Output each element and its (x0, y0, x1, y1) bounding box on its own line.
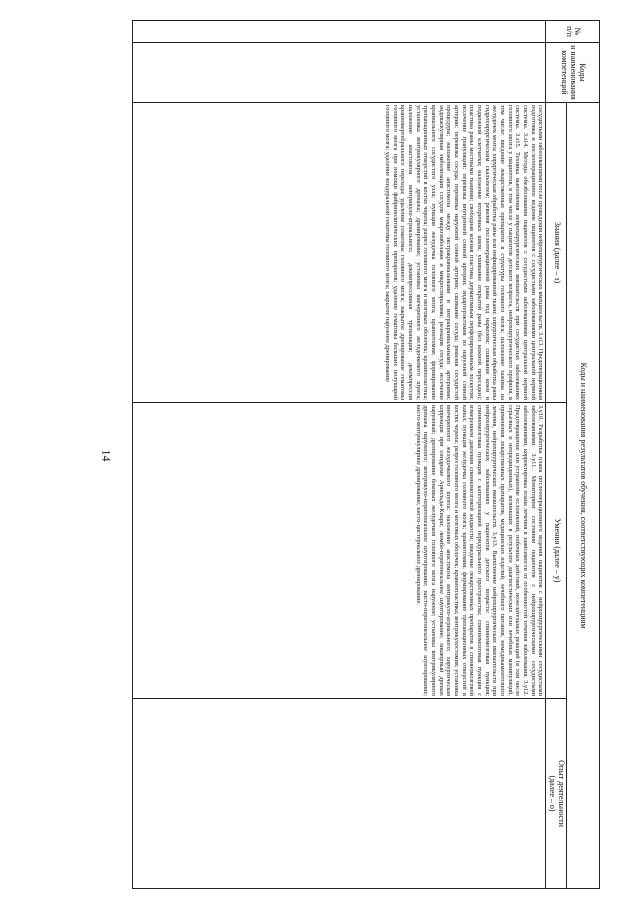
rotated-table-container (132, 20, 600, 888)
header-experience: Опыт деятельности (далее – о) (546, 699, 567, 889)
header-codes: Коды и наименования компетенций (546, 43, 600, 103)
page-number: 14 (99, 449, 114, 462)
cell-experience (133, 699, 546, 889)
cell-number (133, 21, 546, 43)
cell-knowledge (133, 103, 546, 403)
header-results-group: Коды и наименования результатов обучения, соответствующих компетенциям (567, 103, 600, 889)
header-number: № п/п (546, 21, 600, 43)
knowledge-text: сосудистыми заболеваниями после проведения нейрохирургических вмешательств. 3.з13. Предоперационная подготовка и послеоперационное ведение пациентов с сосудистыми заболеваниями центральной нервной системы. 3.з14. Методы обезболивания пациентов с сосудистыми заболеваниями центральной нервной системы. 3.з15. Техника выполнения нейрохирургических вмешательств при сосудистых заболеваниях головного мозга у пациентов, в том числе у пациентов детского возраста, нейрохирургического профиля, в том числе: введение лекарственных препаратов в структуры головного мозга; наложение зажима на желудочек мозга; хирургическая обработка раны или инфицированной ткани; хирургическая обработка раны гидрохирургическим скальпелем; ревизия послеоперационной раны под наркозом; сшивание кожи и подкожной клетчатки; наложение вторичных швов; ушивание открытой раны (без кожной пересадки); пластика раны местными тканями; свободная кожная пластика дерматомным перфорированным лоскутом; иссечение грануляций; перевязка внутренней сонной артерии; эндартерэктомия из наружной сонной артерии; перевязка сосуда; перевязка наружной сонной артерии; сшивание сосуда; ревизия сосудистой процедуры; наложение анастомоза между экстракраниальными и интракраниальными артериями; эндоваскулярная эмболизация сосудов микроэмболами и микроспиралями; резекция сосуда; иссечение краниального сосудистого узла; пункция желудочка головного мозга; краниотомия; формирование трепанационных отверстий в костях черепа; разрез головного мозга и мозговых оболочек; краниопластика; установка вентрикулярного дренажа; дренирование; установка внечерепного желудочкового шунта; наложение анастомоза вентрикуло-атриального; декомпрессивная трепанация; декомпрессия краниовертебрального перехода; удаление гематомы головного мозга; закрытое дренирование гематомы головного мозга при помощи фибринолитических препаратов; удаление гематомы больших полушарий головного мозга; удаление эпидуральной гематомы головного мозга; закрытое наружное дренирование (383, 105, 545, 400)
cell-skills (133, 403, 546, 699)
skills-text: 3.у10. Разработка плана послеоперационного ведения пациентов с нейрохирургическими сосудистыми заболеваниями. 3.у11. Мониторинг состояния пациентов с нейрохирургическими сосудистыми заболеваниями, корректировка плана лечения в зависимости от особенностей течения заболевания. 3.у12. Предотвращение или устранение осложнений, побочных действий, нежелательных реакций (в том числе серьезных и непредвиденных), возникших в результате диагностических или лечебных манипуляций, применения лекарственных препаратов, медицинских изделий, лечебного питания, немедикаментозного лечения, нейрохирургических вмешательств. 3.у13. Выполнение нейрохирургических вмешательств при нейрохирургических заболеваниях у пациентов детского возраста: спинномозговая пункция; спинномозговая пункция с катетеризацией перидурального пространства; спинномозговая пункция с измерением давления спинномозговой жидкости; введение лекарственных препаратов в спинномозговой канал; пункция желудочка головного мозга; краниотомия; формирование трепанационных отверстий в костях черепа; разрез головного мозга и мозговых оболочек; краниопластика; вентрикулостомия; установка внечерепного желудочкового шунта; наложение анастомоза вентрикуло-атриального; хирургическая коррекция при синдроме Арнольда-Киари; люмбо-перитонеальное шунтирование; ликворный дренаж наружный; дренирование боковых желудочков головного мозга наружное; установка вентрикулярного дренажа наружного; вентрикуло-перитонеальное шунтирование; кисто-перитонеальное шунтирование; кисто-вентрикулярное дренирование; кисто-цистернальное дренирование. (414, 405, 545, 696)
table-row (133, 21, 546, 889)
header-skills: Умения (далее – у) (546, 403, 567, 699)
cell-codes (133, 43, 546, 103)
competency-table (132, 20, 600, 889)
header-knowledge: Знания (далее – з) (546, 103, 567, 403)
